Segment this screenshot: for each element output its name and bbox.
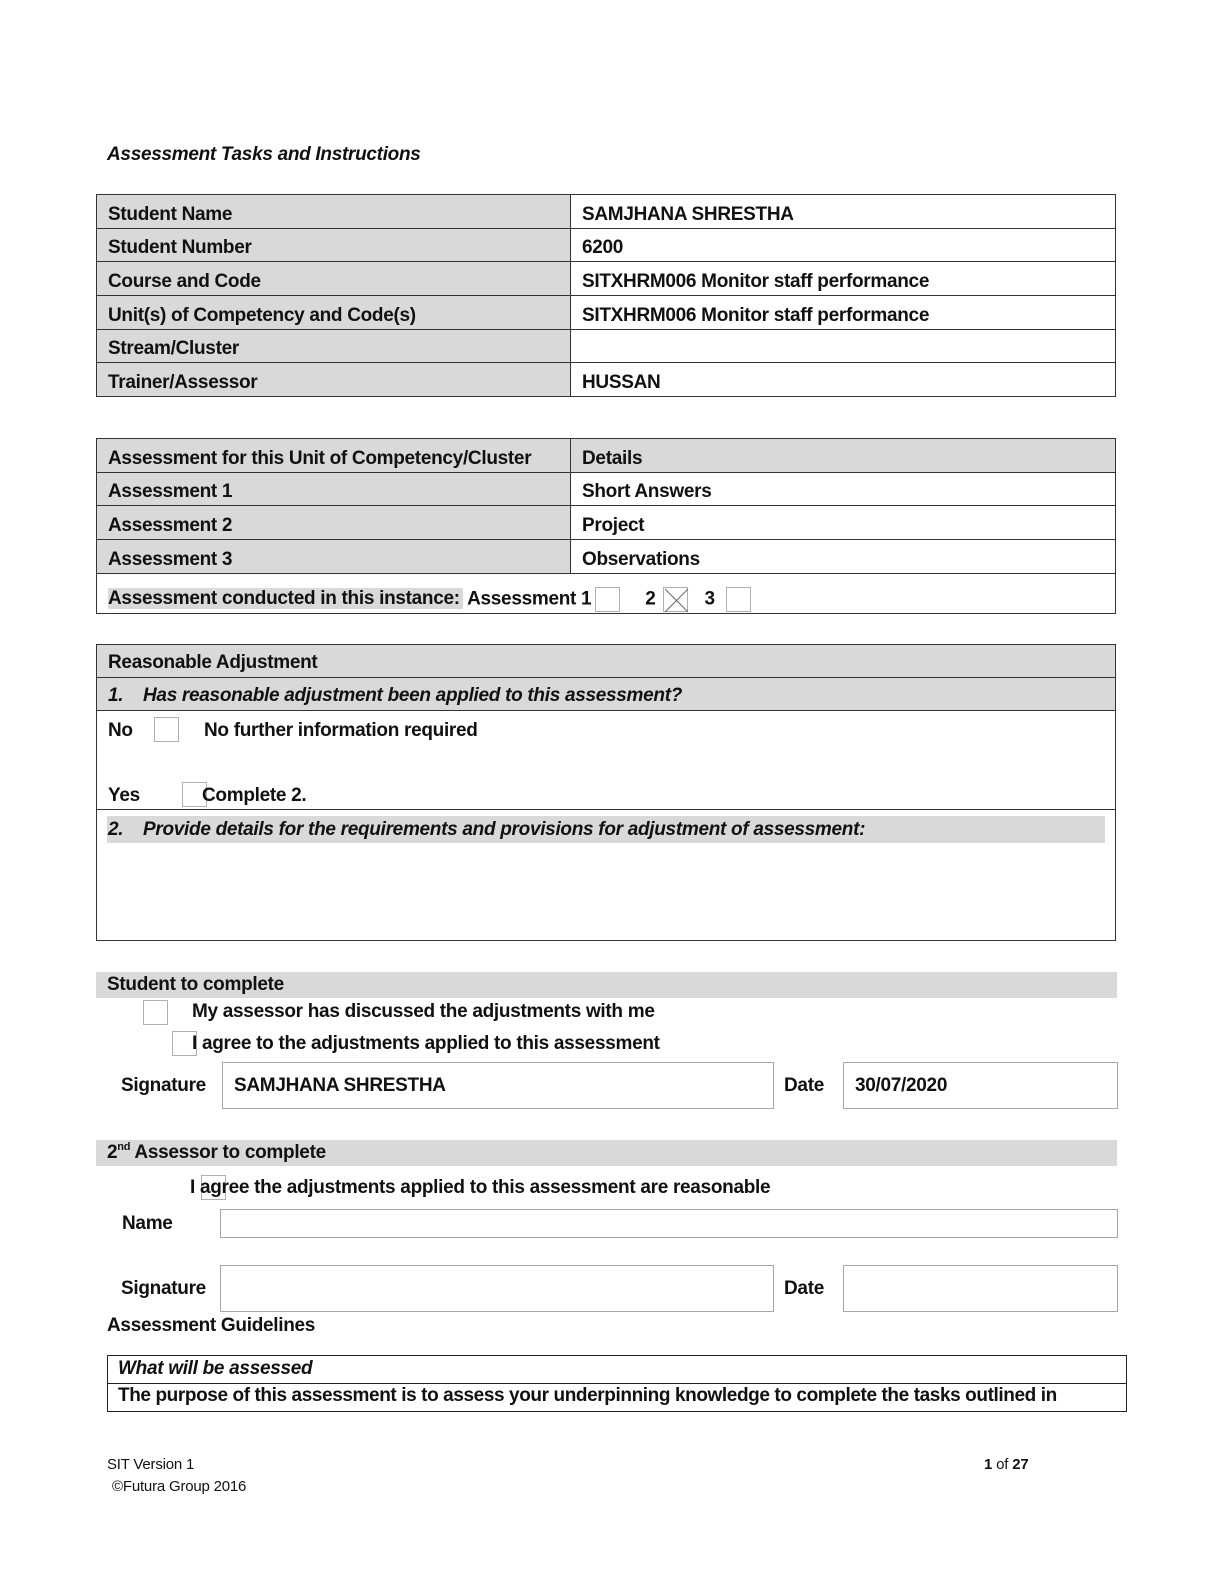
conducted-option-3-label: 3 (704, 588, 715, 610)
second-assessor-title-sup: nd (117, 1141, 131, 1153)
question-1-number: 1. (108, 685, 124, 706)
conducted-option-1-label: Assessment 1 (467, 588, 592, 610)
discussed-text: My assessor has discussed the adjustments with me (192, 1001, 655, 1022)
conducted-row (97, 573, 1116, 613)
what-assessed-heading: What will be assessed (108, 1356, 1126, 1384)
conducted-checkbox-3[interactable] (726, 587, 751, 612)
adjustment-options (97, 711, 1115, 810)
student-date-label: Date (784, 1075, 824, 1096)
page-title: Assessment Tasks and Instructions (107, 144, 421, 165)
student-name-value[interactable]: SAMJHANA SHRESTHA (571, 195, 1116, 229)
second-assessor-name-field[interactable] (220, 1209, 1118, 1238)
what-assessed-text: The purpose of this assessment is to assess your underpinning knowledge to complete the tasks outlined in (118, 1385, 1057, 1406)
table-row (97, 228, 1116, 262)
guidelines-table (107, 1355, 1127, 1412)
student-info-table (96, 194, 1116, 397)
question-2-row (97, 811, 1115, 941)
assessment-3-details: Observations (571, 540, 1116, 574)
discussed-checkbox[interactable] (143, 1000, 168, 1025)
no-checkbox[interactable] (154, 717, 179, 742)
cross-check-icon (664, 588, 689, 613)
reasonable-adjustment-box (96, 644, 1116, 941)
assessment-2-label: Assessment 2 (97, 506, 571, 540)
question-2-number: 2. (108, 819, 124, 840)
page-number (984, 1456, 1029, 1473)
table-row (97, 195, 1116, 229)
stream-cluster-label: Stream/Cluster (97, 329, 571, 363)
trainer-assessor-value[interactable]: HUSSAN (571, 363, 1116, 397)
second-assessor-name-label: Name (122, 1213, 173, 1234)
assessment-1-details: Short Answers (571, 472, 1116, 506)
table-row (97, 472, 1116, 506)
second-assessor-date-field[interactable] (843, 1265, 1118, 1312)
conducted-checkbox-2[interactable] (663, 587, 688, 612)
table-row (97, 329, 1116, 363)
question-2-answer-area[interactable] (107, 847, 1105, 937)
footer-copyright: ©Futura Group 2016 (112, 1478, 247, 1495)
question-1-text: Has reasonable adjustment been applied to this assessment? (143, 685, 683, 706)
page-of: of (992, 1456, 1013, 1473)
assessment-column-header: Assessment for this Unit of Competency/Cluster (97, 439, 571, 473)
second-assessor-title-num: 2 (107, 1142, 118, 1163)
table-header-row (97, 439, 1116, 473)
question-1-row (97, 678, 1115, 711)
second-assessor-signature-field[interactable] (220, 1265, 774, 1312)
guidelines-title: Assessment Guidelines (107, 1315, 316, 1336)
stream-cluster-value[interactable] (571, 329, 1116, 363)
assessment-2-details: Project (571, 506, 1116, 540)
assessment-3-label: Assessment 3 (97, 540, 571, 574)
no-label: No (108, 720, 133, 741)
conducted-cell (97, 573, 1116, 613)
question-2-text: Provide details for the requirements and provisions for adjustment of assessment: (143, 819, 866, 840)
unit-competency-label: Unit(s) of Competency and Code(s) (97, 296, 571, 330)
details-column-header: Details (571, 439, 1116, 473)
reasonable-adjustment-title: Reasonable Adjustment (108, 652, 318, 673)
no-text: No further information required (204, 720, 478, 741)
student-date-field[interactable]: 30/07/2020 (843, 1062, 1118, 1109)
course-code-label: Course and Code (97, 262, 571, 296)
student-complete-title: Student to complete (107, 974, 284, 995)
conducted-label: Assessment conducted in this instance: (108, 588, 463, 609)
student-number-label: Student Number (97, 228, 571, 262)
student-signature-field[interactable]: SAMJHANA SHRESTHA (222, 1062, 774, 1109)
trainer-assessor-label: Trainer/Assessor (97, 363, 571, 397)
table-row (97, 506, 1116, 540)
table-row (97, 363, 1116, 397)
student-signature-label: Signature (121, 1075, 206, 1096)
yes-label: Yes (108, 785, 140, 806)
second-assessor-title-rest: Assessor to complete (130, 1142, 326, 1163)
second-assessor-agree-text: I agree the adjustments applied to this assessment are reasonable (190, 1177, 771, 1198)
table-row (97, 540, 1116, 574)
table-row (97, 262, 1116, 296)
second-assessor-signature-label: Signature (121, 1278, 206, 1299)
student-number-value[interactable]: 6200 (571, 228, 1116, 262)
page-total: 27 (1012, 1456, 1029, 1473)
course-code-value[interactable]: SITXHRM006 Monitor staff performance (571, 262, 1116, 296)
student-name-label: Student Name (97, 195, 571, 229)
unit-competency-value[interactable]: SITXHRM006 Monitor staff performance (571, 296, 1116, 330)
table-row (97, 296, 1116, 330)
yes-text: Complete 2. (202, 785, 307, 806)
conducted-option-2-label: 2 (645, 588, 656, 610)
assessment-1-label: Assessment 1 (97, 472, 571, 506)
second-assessor-date-label: Date (784, 1278, 824, 1299)
page-current: 1 (984, 1456, 993, 1473)
reasonable-adjustment-header (97, 645, 1115, 678)
second-assessor-title (107, 1142, 326, 1164)
conducted-checkbox-1[interactable] (595, 587, 620, 612)
footer-version: SIT Version 1 (107, 1456, 195, 1473)
agree-text: I agree to the adjustments applied to this assessment (192, 1033, 660, 1054)
assessments-table (96, 438, 1116, 614)
